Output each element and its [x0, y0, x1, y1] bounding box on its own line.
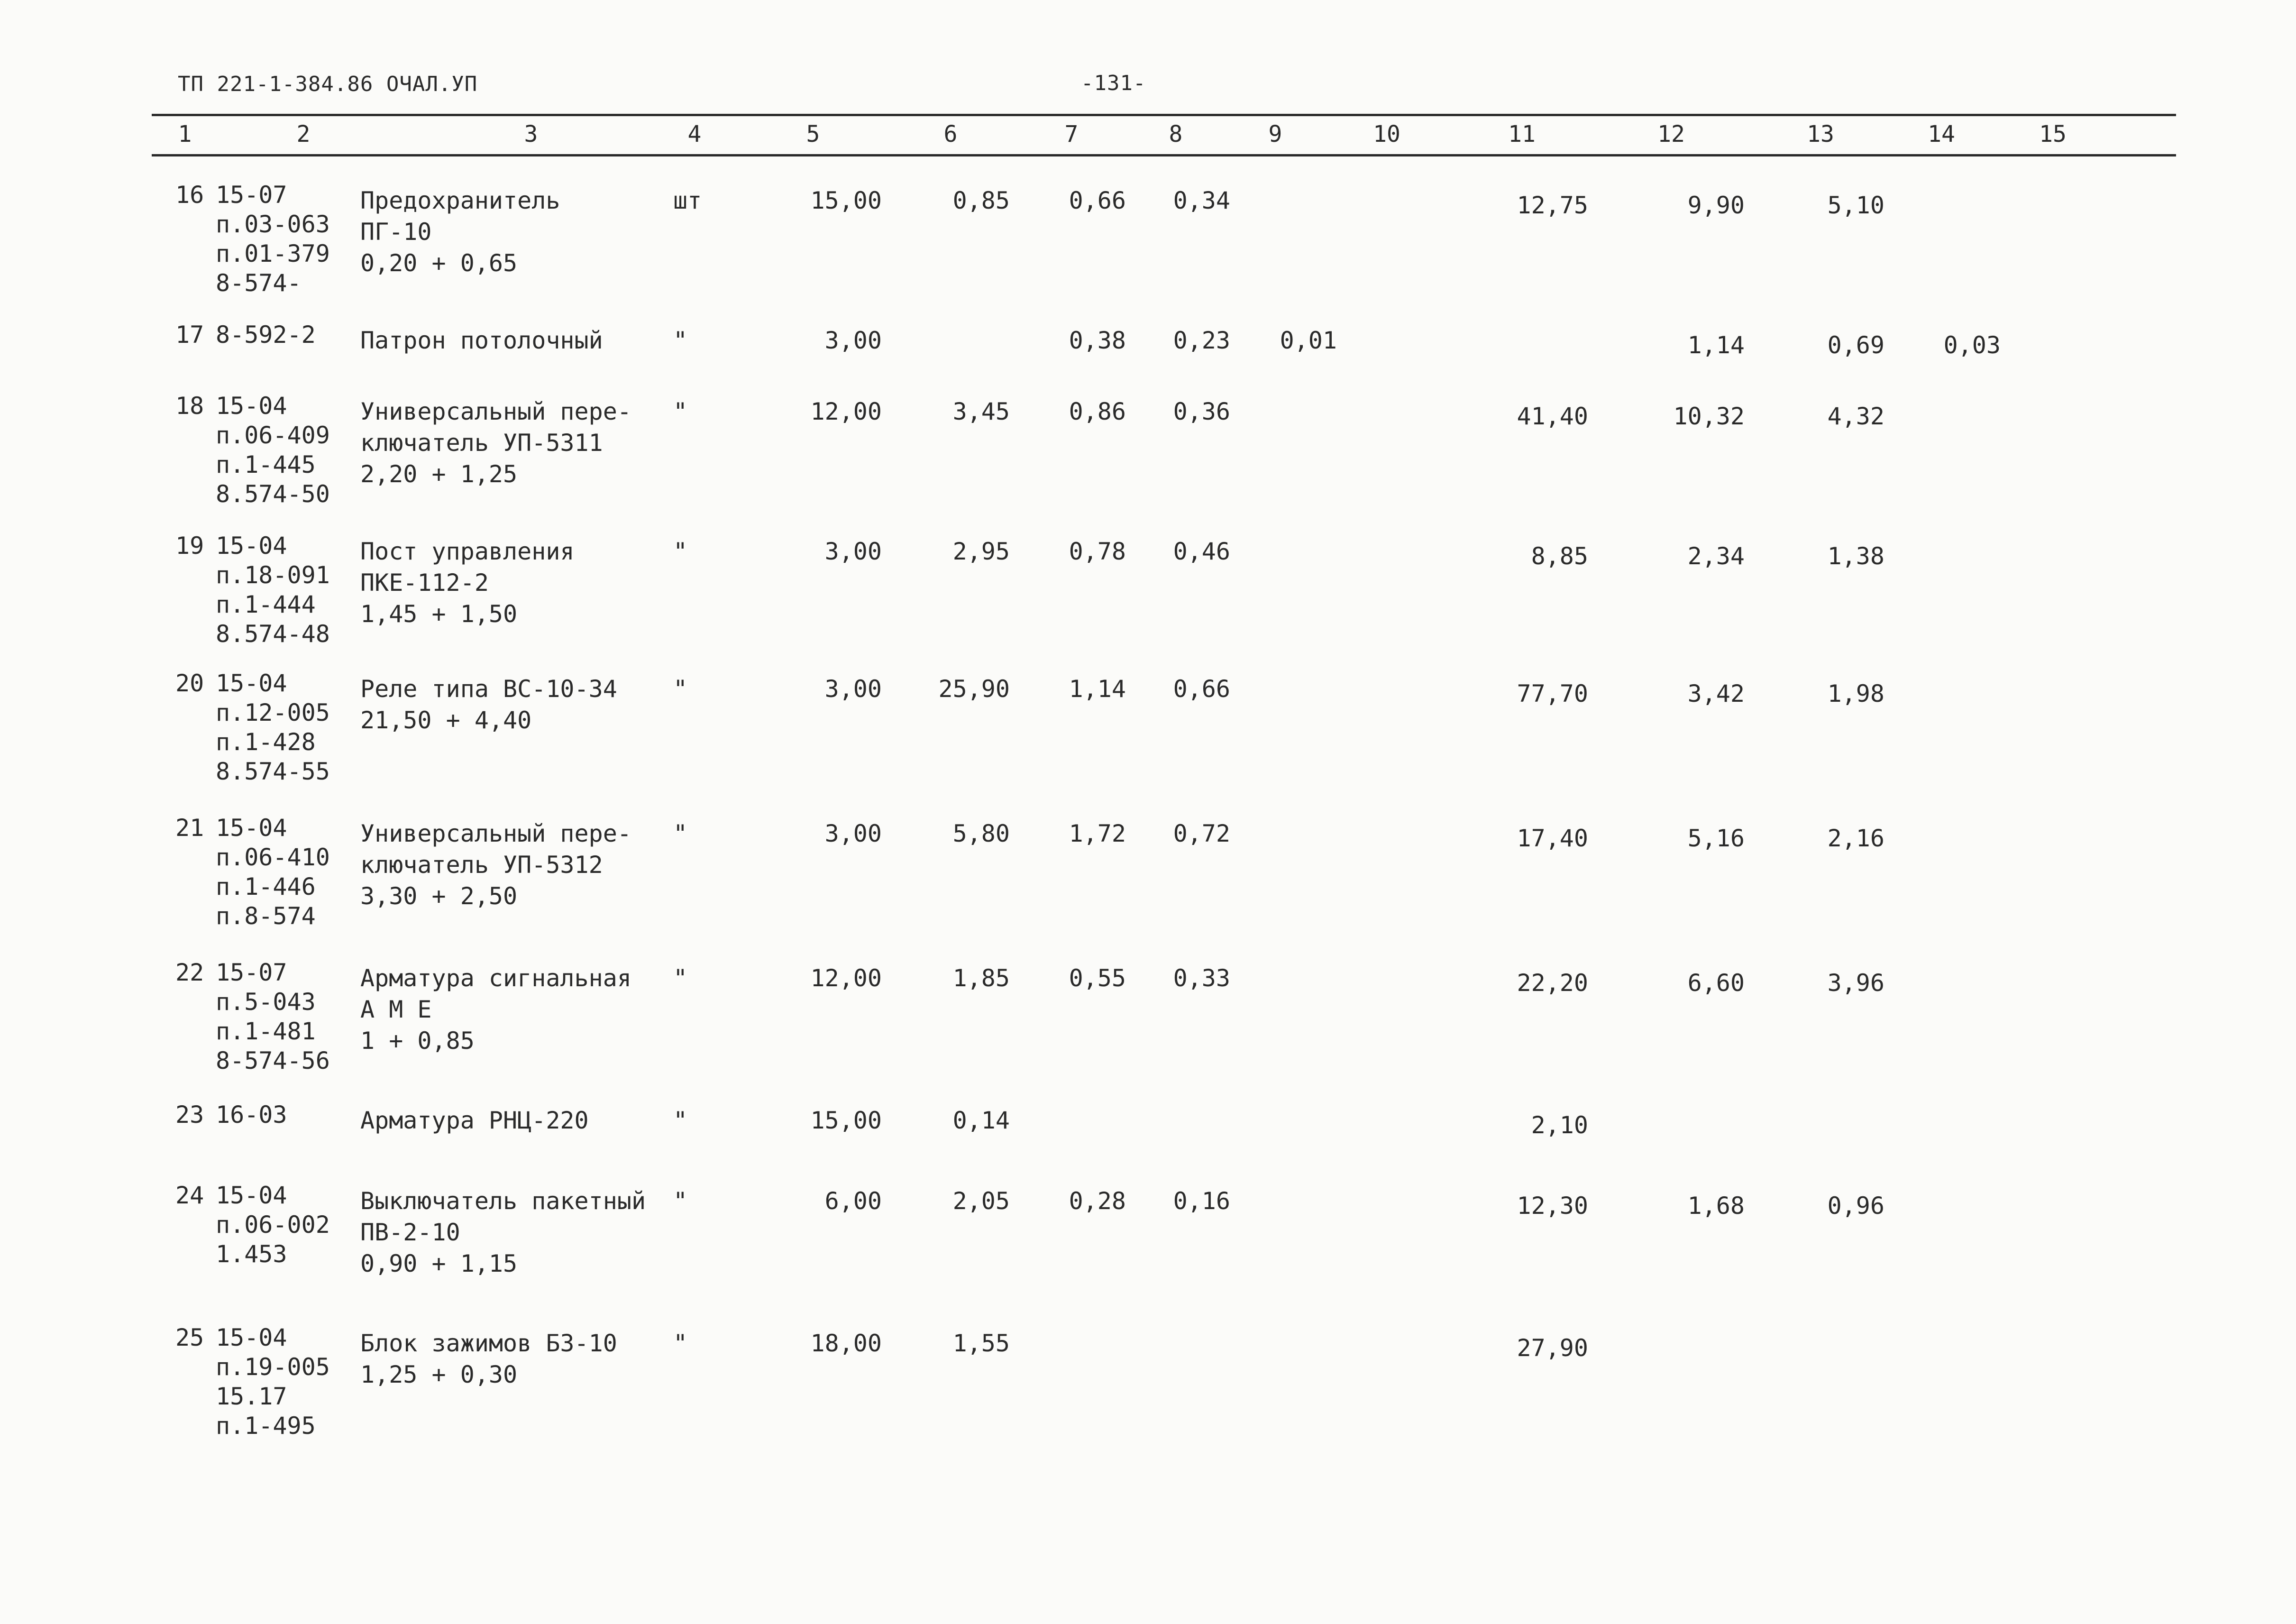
column-number-12: 12 [1657, 121, 1685, 147]
value-c8: 0,72 [1173, 820, 1230, 847]
header-top-rule [152, 114, 2176, 116]
value-c8: 0,46 [1173, 538, 1230, 565]
row-number: 21 [175, 814, 204, 842]
item-name-line: 1 + 0,85 [360, 1027, 475, 1055]
item-name-line: Арматура РНЦ-220 [360, 1107, 589, 1134]
row-number: 18 [175, 392, 204, 420]
rate-code-line: 15-07 [216, 181, 287, 209]
column-number-8: 8 [1169, 121, 1183, 147]
item-name-line: 1,45 + 1,50 [360, 600, 518, 628]
unit: " [673, 1330, 688, 1357]
rate-code-line: п.19-005 [216, 1353, 330, 1381]
row-number: 19 [175, 532, 204, 560]
unit: " [673, 327, 688, 354]
item-name-line: Пост управления [360, 538, 575, 565]
value-c13: 0,96 [1827, 1192, 1884, 1220]
rate-code-line: п.06-002 [216, 1211, 330, 1239]
rate-code-line: п.06-409 [216, 422, 330, 449]
item-name-line: Патрон потолочный [360, 327, 603, 354]
column-number-15: 15 [2039, 121, 2067, 147]
row-number: 23 [175, 1101, 204, 1129]
column-number-6: 6 [943, 121, 958, 147]
value-c12: 2,34 [1687, 542, 1745, 570]
row-number: 17 [175, 321, 204, 349]
value-c8: 0,16 [1173, 1187, 1230, 1215]
rate-code-line: п.01-379 [216, 240, 330, 267]
column-number-5: 5 [806, 121, 820, 147]
value-c6: 2,95 [952, 538, 1010, 565]
unit: шт [673, 187, 702, 214]
value-c6: 1,55 [952, 1330, 1010, 1357]
value-c6: 1,85 [952, 964, 1010, 992]
value-c11: 12,75 [1517, 192, 1588, 219]
value-c7: 0,55 [1069, 964, 1126, 992]
header-bottom-rule [152, 154, 2176, 156]
doc-code-text: ТП 221-1-384.86 ОЧАЛ.УП [178, 72, 478, 96]
value-c5: 15,00 [810, 187, 882, 214]
value-c12: 10,32 [1673, 403, 1745, 430]
column-number-11: 11 [1508, 121, 1536, 147]
value-c8: 0,36 [1173, 398, 1230, 425]
item-name-line: Реле типа ВС-10-34 [360, 675, 617, 703]
value-c5: 3,00 [824, 820, 882, 847]
column-number-7: 7 [1064, 121, 1079, 147]
value-c6: 2,05 [952, 1187, 1010, 1215]
value-c8: 0,34 [1173, 187, 1230, 214]
unit: " [673, 1187, 688, 1215]
value-c5: 6,00 [824, 1187, 882, 1215]
rate-code-line: п.03-063 [216, 211, 330, 238]
item-name-line: Универсальный пере- [360, 398, 631, 425]
item-name-line: ключатель УП-5311 [360, 429, 603, 457]
value-c7: 0,28 [1069, 1187, 1126, 1215]
value-c6: 0,85 [952, 187, 1010, 214]
item-name-line: ключатель УП-5312 [360, 851, 603, 879]
rate-code-line: 15-04 [216, 532, 287, 560]
row-number: 16 [175, 181, 204, 209]
value-c8: 0,66 [1173, 675, 1230, 703]
item-name-line: Выключатель пакетный [360, 1187, 646, 1215]
value-c11: 22,20 [1517, 969, 1588, 997]
rate-code-line: 8-574- [216, 269, 302, 297]
value-c8: 0,23 [1173, 327, 1230, 354]
rate-code-line: п.1-445 [216, 451, 316, 478]
rate-code-line: п.5-043 [216, 988, 316, 1016]
rate-code-line: 8-592-2 [216, 321, 316, 349]
row-number: 25 [175, 1324, 204, 1351]
value-c14: 0,03 [1943, 331, 2001, 359]
item-name-line: 1,25 + 0,30 [360, 1361, 518, 1388]
item-name-line: ПКЕ-112-2 [360, 569, 489, 596]
rate-code-line: п.1-495 [216, 1412, 316, 1440]
value-c12: 1,68 [1687, 1192, 1745, 1220]
value-c13: 0,69 [1827, 331, 1884, 359]
value-c12: 5,16 [1687, 825, 1745, 852]
rate-code-line: 16-03 [216, 1101, 287, 1129]
rate-code-line: 15-04 [216, 392, 287, 420]
value-c5: 15,00 [810, 1107, 882, 1134]
item-name-line: 0,90 + 1,15 [360, 1250, 518, 1277]
row-number: 22 [175, 959, 204, 986]
value-c7: 0,38 [1069, 327, 1126, 354]
column-number-14: 14 [1928, 121, 1955, 147]
rate-code-line: 15-04 [216, 670, 287, 697]
value-c8: 0,33 [1173, 964, 1230, 992]
value-c7: 0,86 [1069, 398, 1126, 425]
value-c6: 3,45 [952, 398, 1010, 425]
item-name-line: ПГ-10 [360, 218, 432, 246]
rate-code-line: 15.17 [216, 1383, 287, 1410]
item-name-line: 3,30 + 2,50 [360, 882, 518, 910]
unit: " [673, 675, 688, 703]
value-c5: 18,00 [810, 1330, 882, 1357]
value-c11: 17,40 [1517, 825, 1588, 852]
value-c5: 12,00 [810, 964, 882, 992]
rate-code-line: п.12-005 [216, 699, 330, 726]
value-c12: 9,90 [1687, 192, 1745, 219]
rate-code-line: п.1-481 [216, 1018, 316, 1045]
value-c11: 77,70 [1517, 680, 1588, 707]
row-number: 24 [175, 1182, 204, 1209]
item-name-line: Блок зажимов БЗ-10 [360, 1330, 617, 1357]
value-c13: 4,32 [1827, 403, 1884, 430]
item-name-line: 21,50 + 4,40 [360, 706, 532, 734]
rate-code-line: 8.574-55 [216, 758, 330, 785]
row-number: 20 [175, 670, 204, 697]
rate-code-line: 15-07 [216, 959, 287, 986]
column-number-13: 13 [1807, 121, 1834, 147]
rate-code-line: п.06-410 [216, 844, 330, 871]
value-c12: 3,42 [1687, 680, 1745, 707]
rate-code-line: п.8-574 [216, 902, 316, 930]
value-c12: 6,60 [1687, 969, 1745, 997]
rate-code-line: 15-04 [216, 1182, 287, 1209]
column-number-10: 10 [1373, 121, 1400, 147]
rate-code-line: 8.574-48 [216, 620, 330, 648]
rate-code-line: п.18-091 [216, 561, 330, 589]
value-c13: 3,96 [1827, 969, 1884, 997]
value-c13: 1,98 [1827, 680, 1884, 707]
rate-code-line: 1.453 [216, 1240, 287, 1268]
rate-code-line: 15-04 [216, 814, 287, 842]
column-number-3: 3 [524, 121, 538, 147]
value-c13: 5,10 [1827, 192, 1884, 219]
unit: " [673, 1107, 688, 1134]
value-c6: 25,90 [938, 675, 1010, 703]
value-c5: 3,00 [824, 538, 882, 565]
value-c6: 5,80 [952, 820, 1010, 847]
unit: " [673, 820, 688, 847]
value-c7: 0,78 [1069, 538, 1126, 565]
item-name-line: Предохранитель [360, 187, 560, 214]
item-name-line: ПВ-2-10 [360, 1219, 460, 1246]
item-name-line: А М Е [360, 996, 432, 1023]
item-name-line: 0,20 + 0,65 [360, 249, 518, 277]
column-number-1: 1 [178, 121, 192, 147]
value-c11: 12,30 [1517, 1192, 1588, 1220]
rate-code-line: 15-04 [216, 1324, 287, 1351]
value-c5: 3,00 [824, 327, 882, 354]
value-c5: 3,00 [824, 675, 882, 703]
value-c9: 0,01 [1280, 327, 1337, 354]
value-c11: 41,40 [1517, 403, 1588, 430]
value-c6: 0,14 [952, 1107, 1010, 1134]
page-number: -131- [1081, 71, 1146, 95]
unit: " [673, 964, 688, 992]
unit: " [673, 398, 688, 425]
value-c7: 1,72 [1069, 820, 1126, 847]
unit: " [673, 538, 688, 565]
value-c12: 1,14 [1687, 331, 1745, 359]
value-c7: 0,66 [1069, 187, 1126, 214]
item-name-line: Арматура сигнальная [360, 964, 631, 992]
rate-code-line: 8-574-56 [216, 1047, 330, 1074]
rate-code-line: 8.574-50 [216, 480, 330, 508]
value-c11: 27,90 [1517, 1334, 1588, 1362]
rate-code-line: п.1-446 [216, 873, 316, 900]
value-c11: 2,10 [1531, 1111, 1588, 1139]
item-name-line: Универсальный пере- [360, 820, 631, 847]
value-c13: 2,16 [1827, 825, 1884, 852]
column-number-4: 4 [687, 121, 702, 147]
rate-code-line: п.1-428 [216, 728, 316, 756]
value-c5: 12,00 [810, 398, 882, 425]
value-c11: 8,85 [1531, 542, 1588, 570]
column-number-9: 9 [1268, 121, 1282, 147]
value-c7: 1,14 [1069, 675, 1126, 703]
column-number-2: 2 [296, 121, 311, 147]
item-name-line: 2,20 + 1,25 [360, 460, 518, 488]
value-c13: 1,38 [1827, 542, 1884, 570]
rate-code-line: п.1-444 [216, 591, 316, 618]
